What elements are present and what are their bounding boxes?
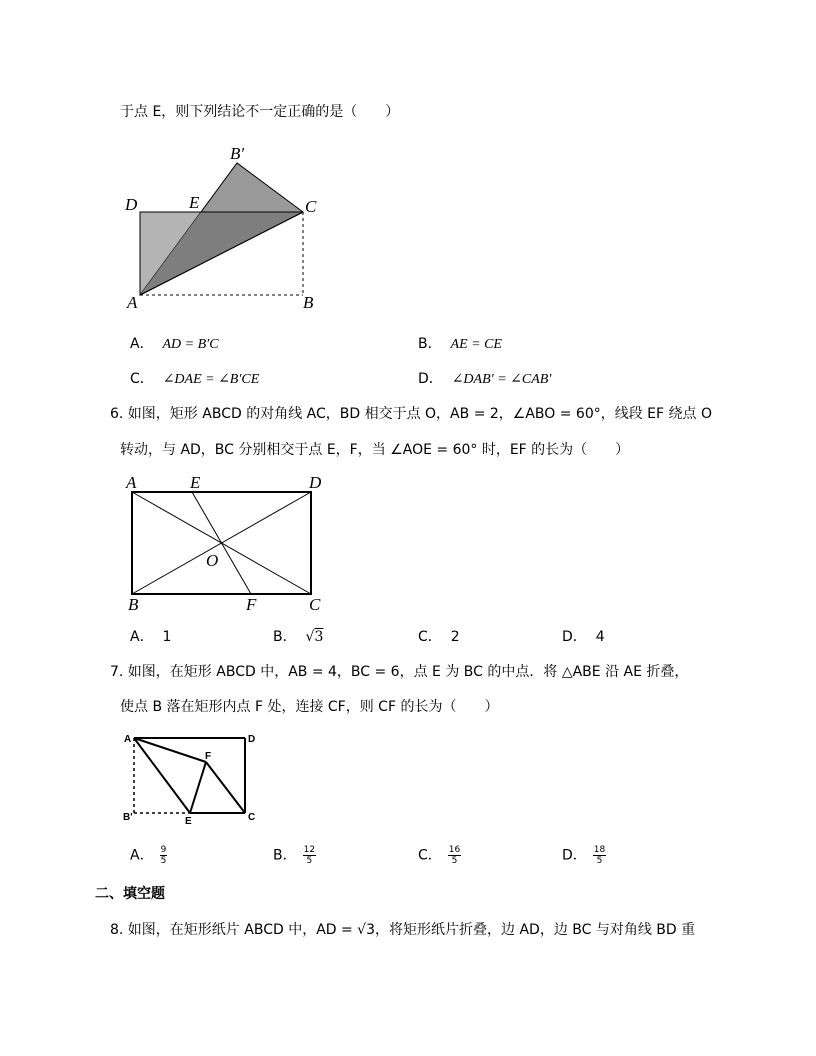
q6-stem-line2: 转动，与 AD，BC 分别相交于点 E，F，当 ∠AOE = 60° 时，EF 的长为（ ） bbox=[120, 442, 630, 458]
q6-stem-line1: 6. 如图，矩形 ABCD 的对角线 AC，BD 相交于点 O，AB = 2，∠ABO = 60°，线段 EF 绕点 O bbox=[110, 406, 712, 422]
q6-option-a[interactable]: A． 1 bbox=[130, 629, 172, 645]
q5-label-a: A bbox=[127, 293, 138, 312]
q5-figure bbox=[115, 140, 335, 315]
q6-label-e: E bbox=[190, 473, 201, 492]
q6-option-c[interactable]: C． 2 bbox=[418, 629, 460, 645]
q5-option-c[interactable]: C． ∠DAE = ∠B′CE bbox=[130, 371, 260, 387]
q5-stem-tail: 于点 E，则下列结论不一定正确的是（ ） bbox=[120, 104, 400, 120]
q6-label-c: C bbox=[309, 595, 321, 614]
q5-label-bprime: B′ bbox=[230, 144, 245, 163]
q6-label-b: B bbox=[128, 595, 139, 614]
q6-label-f: F bbox=[246, 595, 257, 614]
q7-option-c[interactable]: C． $\frac{16}{5}$ bbox=[418, 845, 461, 866]
q6-option-d[interactable]: D． 4 bbox=[562, 629, 605, 645]
q7-stem-line2: 使点 B 落在矩形内点 F 处，连接 CF，则 CF 的长为（ ） bbox=[120, 699, 499, 715]
q7-label-b: B' bbox=[123, 812, 133, 823]
q7-label-d: D bbox=[248, 734, 256, 745]
q6-label-d: D bbox=[309, 473, 322, 492]
q5-option-b[interactable]: B． AE = CE bbox=[418, 336, 502, 352]
q5-label-e: E bbox=[189, 193, 200, 212]
q7-figure bbox=[118, 728, 268, 828]
q6-option-b[interactable]: B． √3 bbox=[273, 629, 324, 645]
q8-stem-line1: 8. 如图，在矩形纸片 ABCD 中，AD = √3，将矩形纸片折叠，边 AD，边 BC 与对角线 BD 重 bbox=[110, 922, 696, 938]
q7-label-c: C bbox=[248, 812, 256, 823]
q7-option-a[interactable]: A． $\frac{9}{5}$ bbox=[130, 845, 167, 866]
q7-label-e: E bbox=[185, 816, 192, 827]
q7-option-b[interactable]: B． $\frac{12}{5}$ bbox=[273, 845, 316, 866]
q5-option-d[interactable]: D． ∠DAB′ = ∠CAB′ bbox=[418, 371, 552, 387]
q7-option-d[interactable]: D． $\frac{18}{5}$ bbox=[562, 845, 606, 866]
q5-label-b: B bbox=[303, 293, 314, 312]
q5-label-d: D bbox=[125, 195, 138, 214]
q5-label-c: C bbox=[305, 197, 317, 216]
q7-label-f: F bbox=[205, 751, 212, 762]
q6-figure bbox=[122, 470, 332, 618]
q7-stem-line1: 7. 如图，在矩形 ABCD 中，AB = 4，BC = 6，点 E 为 BC 的中点．将 △ABE 沿 AE 折叠， bbox=[110, 664, 689, 680]
q6-segment-ef bbox=[192, 492, 251, 594]
q6-label-o: O bbox=[206, 551, 219, 570]
section-title-fill-in: 二、填空题 bbox=[95, 886, 165, 902]
q6-label-a: A bbox=[126, 473, 137, 492]
q7-label-a: A bbox=[124, 734, 132, 745]
q5-option-a[interactable]: A． AD = B′C bbox=[130, 336, 219, 352]
